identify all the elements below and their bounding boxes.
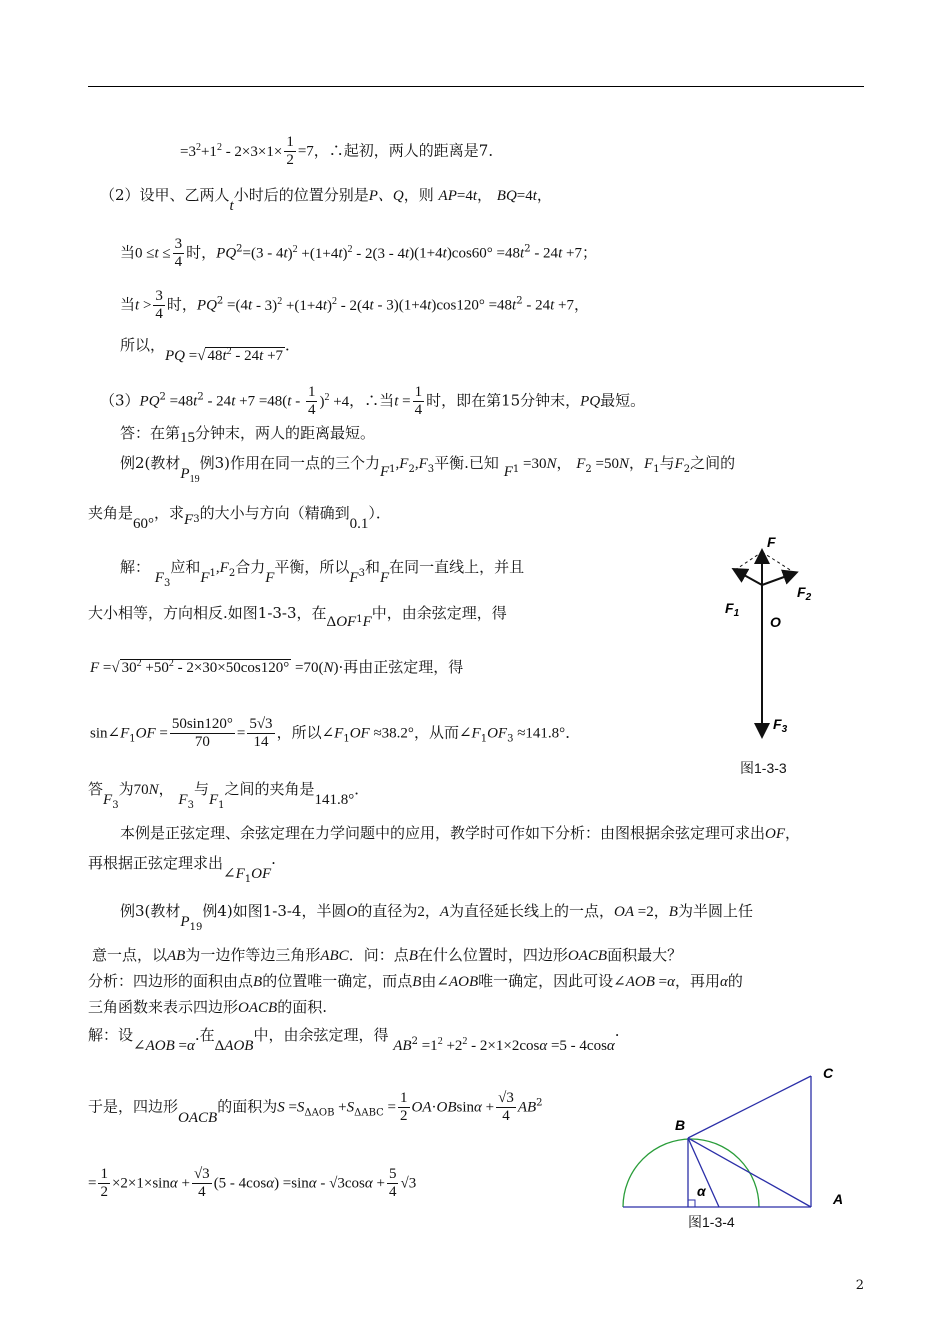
force-diagram [715,535,825,755]
line-2: （2）设甲、乙两人t小时后的位置分别是P、Q，则 AP=4t， BQ=4t， [100,186,552,214]
analysis-line-2: 三角函数来表示四边形OACB的面积. [88,998,327,1016]
line-4: 当t > $\frac{3}{4}$ 时，$PQ^2 =(4t - 3)^2 +(1+4t)^2 - 2(4t - 3)(1+4t)\cos 120^\circ =48t^2 - 24t +7$， [120,288,589,322]
example-3-line-1: 例3(教材$P_{19}$例4)如图1-3-4，半圆O的直径为2，A为直径延长线上的一点，OA =2，B为半圆上任 [120,902,753,933]
label-A: A [833,1191,844,1207]
header-rule [88,86,864,87]
line-7: 答：在第15分钟末，两人的距离最短。 [120,424,376,446]
analysis-line-1: 分析：四边形的面积由点B的位置唯一确定，而点B由∠AOB唯一确定，因此可设∠AOB =α，再用α的 [88,972,743,990]
note-line-2: 再根据正弦定理求出$\angle F_1OF\cdot$ [88,854,276,885]
solution-line-2: 大小相等，方向相反.如图1-3-3，在$\Delta OF_1F$中，由余弦定理，得 [88,604,507,630]
solution-line-3: F =√ $30^2 +50^2 - 2\times 30\times 50\cos 120^\circ =70(N)\cdot$再由正弦定理，得 [90,658,464,676]
label-B: B [675,1117,686,1133]
label-F: F [767,534,776,550]
example-2-line-1: 例2(教材$P_{19}$例3)作用在同一点的三个力$F_1,F_2,F_3$平衡.已知 $F_1 =30N$， $F_2 =50N$，$F_1$与$F_2$之间的 [120,454,736,485]
label-F2: $F_2$ [797,584,812,603]
line-1: $=3^2+1^2 - 2\times 3\times 1\times$ $\frac{1}{2}$ =7，∴起初，两人的距离是7． [180,134,504,168]
solution-3-line-1: 解：设∠AOB =α.在ΔAOB中，由余弦定理，得 $AB^2 =1^2 +2^2 - 2\times 1\times 2\cos\alpha =5 - 4\cos\alpha\cdot$ [88,1026,620,1054]
example-2-line-2: 夹角是60°，求$F_3$的大小与方向（精确到0.1）． [88,504,391,532]
solution-line-4: $\sin\angle F_1OF$ = $\frac{50\sin 120^\circ}{70}$ = $\frac{5√3}{14}$ ，所以$\angle F_1OF \approx 38.2^\circ$，从而$\angle F_1OF_3 \approx 141.8^\circ$． [90,716,581,750]
figure-1-3-4-caption: 图1-3-4 [688,1214,735,1230]
label-F3: $F_3$ [773,716,788,735]
example-3-line-2: 意一点，以AB为一边作等边三角形ABC．问：点B在什么位置时，四边形OACB面积最大？ [92,946,683,964]
note-line-1: 本例是正弦定理、余弦定理在力学问题中的应用，教学时可作如下分析：由图根据余弦定理可求出OF， [120,824,801,842]
solution-line-1: 解： $F_3$应和$F_1,F_2$合力F平衡，所以$F_3$和F在同一直线上，并且 [120,558,525,589]
page-number: 2 [855,1278,864,1293]
semicircle-shapes [623,1076,811,1207]
line-6: $(3)PQ^2 =48t^2 - 24t +7 =48(t$ - $\frac{1}{4}$ )$^2$ +4，∴当t = $\frac{1}{4}$ 时，即在第15分钟末，PQ最短。 [100,384,646,418]
line-5: 所以，PQ =√ $48t^2 - 24t +7$． [120,336,301,364]
label-alpha: α [697,1183,706,1199]
solution-3-line-2: 于是，四边形OACB的面积为$S =S_{\Delta AOB} +S_{\Delta ABC}$ = $\frac{1}{2}$ OA·OBsinα + $\frac{√3}{4}$ $AB^2$ [88,1090,543,1126]
label-O: O [770,614,781,630]
line-3: 当0 ≤t ≤ $\frac{3}{4}$ 时，$PQ^2=(3 - 4t)^2 +(1+4t)^2 - 2(3 - 4t)(1+4t)\cos 60^\circ =48t^2 - 24t +7$； [120,236,597,270]
solution-3-line-3: = $\frac{1}{2}$ ×2×1×sinα + $\frac{√3}{4}$ (5 - 4cosα) =sinα - √3cosα + $\frac{5}{4}$ √3 [88,1166,417,1200]
semicircle-diagram [615,1060,855,1210]
label-C: C [823,1065,834,1081]
figure-1-3-3-caption: 图1-3-3 [740,760,787,776]
force-arrows [735,552,795,735]
label-F1: $F_1$ [725,600,740,619]
answer-line: 答$F_3$为70N， $F_3$与$F_1$之间的夹角是141.8°． [88,780,370,811]
